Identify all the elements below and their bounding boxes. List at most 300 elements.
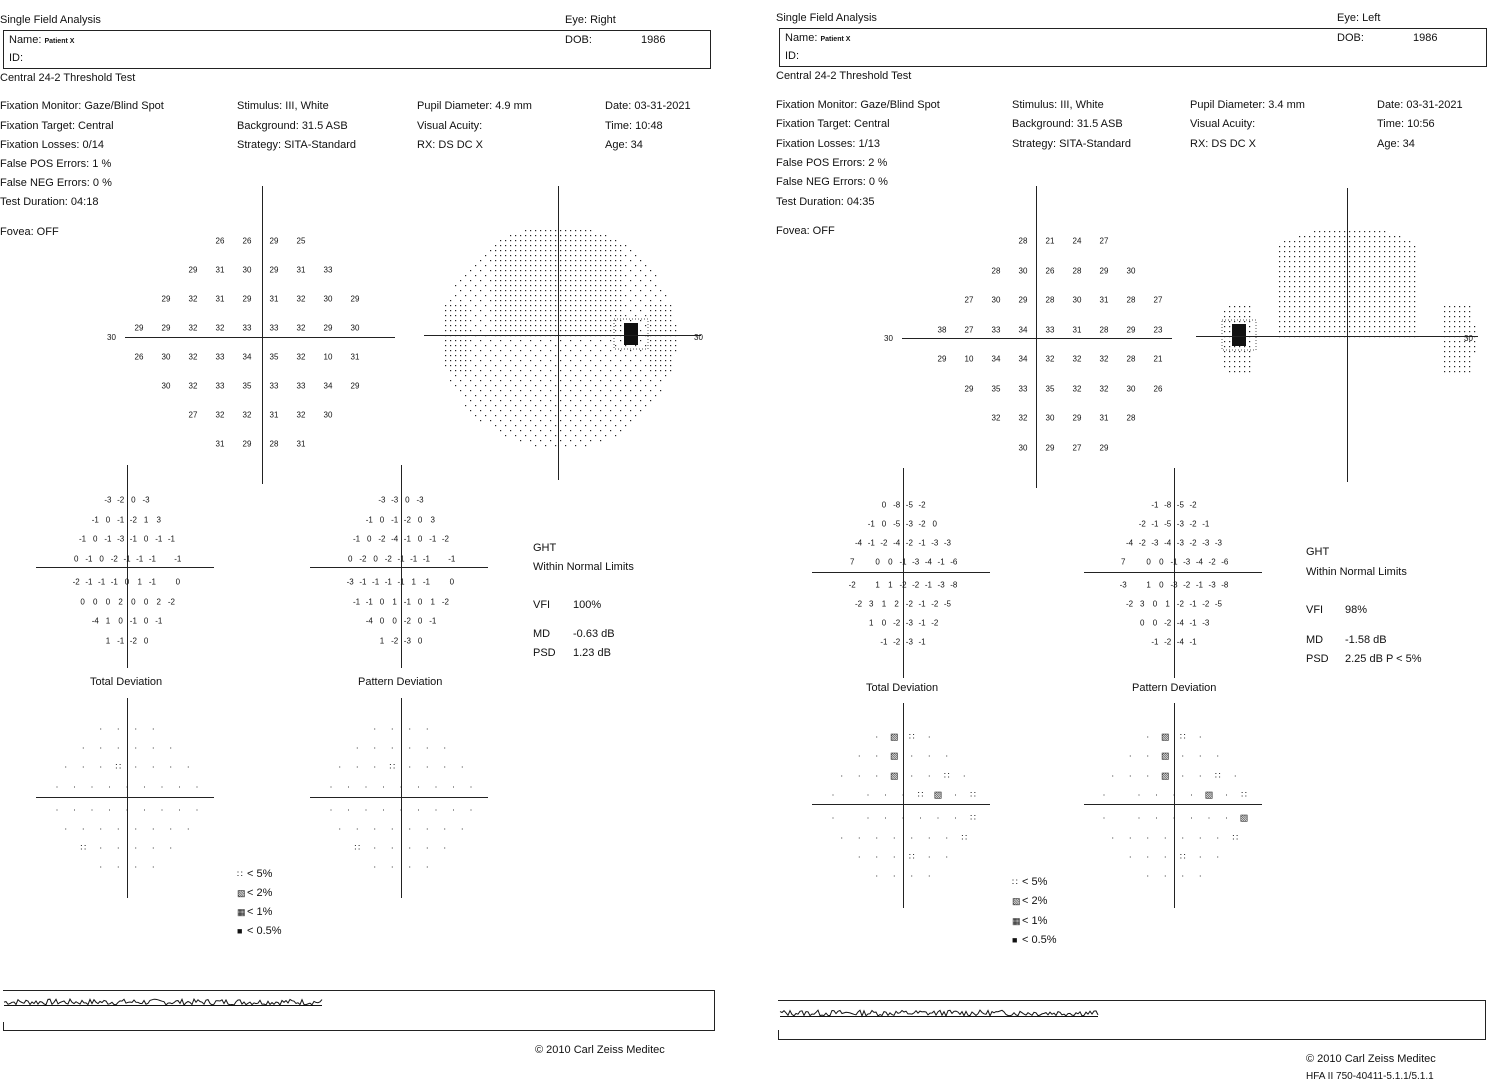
grid-value: -4 (391, 534, 399, 544)
grid-value: 29 (242, 294, 252, 304)
grid-value: 28 (269, 439, 279, 449)
normal-point-symbol: · (1198, 851, 1202, 862)
normal-point-symbol: · (1225, 812, 1228, 823)
grid-value: 31 (296, 265, 306, 275)
grid-value: 33 (215, 352, 225, 362)
normal-point-symbol: · (857, 851, 861, 862)
greyscale-plot (420, 220, 705, 460)
grid-value: -3 (937, 580, 945, 590)
grid-value: -2 (384, 554, 392, 563)
normal-point-symbol: · (116, 742, 120, 753)
normal-point-symbol: · (116, 842, 120, 853)
patient-name: Patient X (44, 38, 75, 45)
grid-value: 35 (1045, 384, 1055, 393)
eye-label: Eye: Left (1337, 12, 1381, 24)
grid-value: 1 (392, 597, 397, 606)
normal-point-symbol: · (364, 781, 368, 792)
normal-point-symbol: · (1155, 812, 1158, 823)
normal-point-symbol: · (1181, 770, 1185, 781)
normal-point-symbol: · (1198, 770, 1202, 781)
total-dev-v-axis (124, 465, 130, 668)
p5-symbol: ∷ (389, 761, 396, 772)
grid-value: -2 (905, 599, 913, 609)
grid-value: 0 (143, 636, 149, 645)
grid-value: 31 (296, 439, 306, 449)
grid-value: -3 (416, 495, 424, 505)
grid-value: -2 (359, 554, 367, 563)
total-dev-v-axis (903, 468, 904, 678)
grid-value: 29 (1045, 443, 1055, 452)
grid-value: 30 (1072, 295, 1082, 305)
grid-value: -1 (403, 597, 411, 606)
grid-value: 1 (1165, 599, 1170, 609)
grid-value: 32 (188, 381, 198, 391)
grid-value: 30 (323, 410, 333, 420)
grid-value: 32 (215, 410, 225, 420)
pattern-dev-v-axis (401, 465, 402, 668)
grid-value: 0 (888, 557, 893, 567)
grid-value: 7 (849, 557, 855, 567)
grid-value: 33 (269, 323, 279, 333)
normal-point-symbol: · (875, 750, 879, 761)
ght-value: Within Normal Limits (1306, 566, 1407, 578)
normal-point-symbol: · (408, 842, 412, 853)
gaze-tracking-trace (4, 995, 326, 1015)
grid-value: -2 (1183, 580, 1191, 590)
grid-value: 0 (80, 597, 85, 606)
grid-value: 30 (991, 295, 1001, 305)
normal-point-symbol: · (373, 742, 377, 753)
param-age: Age: 34 (1377, 138, 1415, 150)
grid-value: 27 (1099, 236, 1109, 246)
grid-value: 3 (1140, 599, 1145, 609)
normal-point-symbol: · (1146, 750, 1150, 761)
grid-value: -8 (1221, 580, 1229, 590)
grid-value: -4 (854, 538, 863, 548)
grid-value: -2 (880, 538, 888, 548)
ght-value: Within Normal Limits (533, 561, 634, 573)
grid-value: 28 (1126, 295, 1136, 305)
normal-point-symbol: · (425, 823, 429, 834)
grid-value: 29 (242, 439, 252, 449)
grid-value: 33 (269, 381, 279, 391)
grid-value: -2 (1189, 500, 1197, 510)
grid-value: -2 (1189, 538, 1197, 548)
grid-value: 0 (417, 597, 423, 606)
grid-value: -8 (1164, 500, 1172, 510)
param-false-neg: False NEG Errors: 0 % (0, 177, 112, 189)
grid-value: 0 (1152, 599, 1158, 609)
normal-point-symbol: · (373, 723, 377, 734)
grid-value: -2 (403, 616, 411, 626)
grid-value: 29 (1099, 443, 1109, 452)
normal-point-symbol: · (151, 861, 155, 872)
greyscale-dots (445, 230, 676, 446)
normal-point-symbol: · (884, 812, 887, 823)
total-prob-v-axis (127, 698, 128, 898)
grid-value: -1 (899, 557, 907, 567)
grid-value: 33 (296, 381, 306, 391)
param-strategy: Strategy: SITA-Standard (237, 139, 357, 151)
grid-value: -1 (924, 580, 932, 590)
grid-value: -1 (867, 519, 875, 529)
grid-value: 31 (215, 265, 225, 275)
md-label: MD (533, 628, 551, 640)
grid-value: -2 (441, 597, 449, 606)
id-label: ID: (9, 52, 24, 64)
p2-symbol: ▧ (1160, 750, 1170, 761)
param-pupil: Pupil Diameter: 4.9 mm (417, 100, 532, 112)
grid-value: 28 (1072, 266, 1082, 275)
grid-value: -1 (1202, 519, 1210, 529)
greyscale-dots (1224, 231, 1475, 372)
grid-value: 1 (430, 597, 435, 606)
normal-point-symbol: · (99, 761, 103, 772)
grid-value: 29 (323, 323, 333, 333)
grid-value: -1 (148, 554, 156, 563)
gaze-track-left (778, 1030, 779, 1040)
grid-value: -1 (918, 599, 926, 609)
grid-value: -1 (403, 534, 411, 544)
grid-value: 0 (1152, 618, 1158, 628)
footer-code: HFA II 750-40411-5.1.1/5.1.1 (1306, 1071, 1434, 1082)
gaze-tracking-trace (780, 1006, 1102, 1026)
grid-value: 21 (1045, 236, 1055, 246)
report-title: Single Field Analysis (0, 14, 101, 26)
grid-value: 1 (105, 616, 111, 626)
param-fixation-target: Fixation Target: Central (0, 120, 114, 132)
normal-point-symbol: · (1198, 750, 1202, 761)
pattern-dev-h-axis (1084, 572, 1262, 573)
grid-value: 3 (430, 515, 435, 524)
grid-value: 0 (932, 519, 937, 529)
dob-label: DOB: (1337, 32, 1364, 44)
grid-value: -3 (378, 495, 386, 505)
normal-point-symbol: · (329, 781, 333, 792)
normal-point-symbol: · (1216, 832, 1220, 842)
normal-point-symbol: · (55, 781, 59, 792)
normal-point-symbol: · (134, 723, 138, 734)
normal-point-symbol: · (90, 781, 94, 792)
threshold-h-axis (902, 338, 1172, 339)
param-fixation-target: Fixation Target: Central (776, 118, 890, 130)
normal-point-symbol: · (452, 804, 455, 815)
grid-value: -2 (918, 500, 926, 510)
grid-value: 32 (1099, 354, 1109, 364)
normal-point-symbol: · (945, 851, 949, 862)
grid-value: -5 (1214, 599, 1222, 609)
grid-value: -1 (129, 616, 137, 626)
normal-point-symbol: · (831, 812, 835, 823)
grid-value: 29 (937, 354, 947, 364)
normal-point-symbol: · (116, 861, 120, 872)
grid-value: -3 (403, 636, 411, 645)
grid-value: -1 (397, 554, 405, 563)
grid-value: -3 (346, 577, 354, 587)
normal-point-symbol: · (857, 750, 861, 761)
grid-value: -3 (1202, 538, 1210, 548)
grid-value: 0 (93, 534, 98, 544)
normal-point-symbol: · (338, 761, 342, 772)
normal-point-symbol: · (1128, 750, 1132, 761)
grid-value: -1 (422, 577, 430, 587)
normal-point-symbol: · (382, 781, 385, 792)
normal-point-symbol: · (866, 789, 870, 800)
total-prob-h-axis (36, 797, 214, 798)
grid-value: -1 (384, 577, 392, 587)
blind-spot-mark (1232, 324, 1246, 346)
grid-value: -3 (912, 557, 920, 567)
grid-value: -3 (1176, 519, 1184, 529)
grid-value: -3 (1151, 538, 1159, 548)
grid-value: -1 (98, 577, 106, 587)
normal-point-symbol: · (64, 761, 68, 772)
normal-point-symbol: · (884, 789, 887, 800)
vfi-value: 100% (573, 599, 602, 611)
grid-value: 21 (1153, 354, 1163, 364)
greyscale-plot (1192, 222, 1482, 462)
normal-point-symbol: · (1102, 812, 1106, 823)
grid-value: -4 (1195, 557, 1203, 567)
grid-value: 0 (131, 597, 136, 606)
p2-symbol: ▧ (1204, 789, 1214, 800)
vfi-label: VFI (1306, 604, 1324, 616)
pattern-prob-h-axis (1084, 804, 1262, 805)
normal-point-symbol: · (875, 832, 879, 842)
normal-point-symbol: · (954, 812, 957, 823)
grid-value: -1 (1170, 557, 1178, 567)
grid-value: 32 (1045, 354, 1055, 364)
p2-symbol: ▧ (933, 789, 943, 800)
normal-point-symbol: · (73, 804, 76, 815)
param-date: Date: 03-31-2021 (605, 100, 691, 112)
normal-point-symbol: · (1111, 770, 1115, 781)
normal-point-symbol: · (469, 781, 473, 792)
grid-value: 29 (188, 265, 198, 275)
grid-value: -2 (899, 580, 907, 590)
normal-point-symbol: · (347, 781, 350, 792)
normal-point-symbol: · (927, 832, 931, 842)
grid-value: -6 (950, 557, 958, 567)
normal-point-symbol: · (910, 832, 914, 842)
grid-value: -2 (1176, 599, 1184, 609)
grid-value: 32 (188, 352, 198, 362)
normal-point-symbol: · (892, 832, 896, 842)
pattern-prob-h-axis (310, 797, 488, 798)
normal-point-symbol: · (425, 842, 429, 853)
grid-value: 3 (869, 599, 874, 609)
grid-value: -3 (1176, 538, 1184, 548)
normal-point-symbol: · (160, 781, 164, 792)
total-dev-label: Total Deviation (90, 676, 163, 688)
normal-point-symbol: · (936, 812, 940, 823)
normal-point-symbol: · (169, 842, 173, 853)
param-background: Background: 31.5 ASB (1012, 118, 1123, 130)
total-prob-v-axis (903, 703, 904, 908)
normal-point-symbol: · (355, 823, 359, 834)
grid-value: -1 (1189, 637, 1197, 647)
grid-value: 7 (1120, 557, 1126, 567)
grid-value: 0 (417, 515, 423, 524)
normal-point-symbol: · (99, 742, 103, 753)
grid-value: -1 (429, 534, 437, 544)
normal-point-symbol: · (1181, 870, 1185, 881)
normal-point-symbol: · (910, 750, 914, 761)
grid-value: 26 (1045, 266, 1055, 275)
normal-point-symbol: · (434, 804, 438, 815)
normal-point-symbol: · (408, 742, 412, 753)
grid-value: 0 (1159, 557, 1164, 567)
grid-value: -1 (918, 538, 926, 548)
grid-value: -2 (1208, 557, 1216, 567)
normal-point-symbol: · (831, 789, 835, 800)
normal-point-symbol: · (134, 861, 138, 872)
normal-point-symbol: · (1163, 832, 1167, 842)
normal-point-symbol: · (373, 842, 377, 853)
legend-2pct-symbol: ▧ (1012, 896, 1021, 906)
grid-value: 28 (991, 266, 1001, 275)
legend-1pct-symbol: ▦ (1012, 916, 1021, 926)
normal-point-symbol: · (1111, 832, 1115, 842)
legend-1pct: ▦< 1% (237, 906, 273, 918)
grid-value: -2 (167, 597, 175, 606)
grid-value: 0 (449, 577, 455, 587)
normal-point-symbol: · (186, 823, 190, 834)
grid-value: 31 (269, 410, 279, 420)
normal-point-symbol: · (1163, 851, 1167, 862)
normal-point-symbol: · (347, 804, 350, 815)
grid-value: -2 (403, 515, 411, 524)
normal-point-symbol: · (195, 781, 199, 792)
param-test-duration: Test Duration: 04:35 (776, 196, 875, 208)
normal-point-symbol: · (408, 723, 412, 734)
grid-value: 34 (1018, 325, 1028, 334)
dob-value: 1986 (641, 34, 666, 46)
grid-value: -5 (893, 519, 901, 529)
patient-name: Patient X (820, 36, 851, 43)
grid-value: -1 (867, 538, 875, 548)
p5-symbol: ∷ (354, 842, 361, 853)
legend-05pct: ■ < 0.5% (237, 925, 282, 937)
gaze-trace-line (4, 999, 322, 1005)
grid-value: 28 (1126, 354, 1136, 364)
normal-point-symbol: · (364, 804, 368, 815)
grid-value: -4 (1176, 637, 1184, 647)
normal-point-symbol: · (443, 842, 447, 853)
param-stimulus: Stimulus: III, White (1012, 99, 1104, 111)
grid-value: -4 (365, 616, 373, 626)
normal-point-symbol: · (390, 842, 394, 853)
normal-point-symbol: · (143, 781, 146, 792)
normal-point-symbol: · (382, 804, 385, 815)
grid-value: -1 (359, 577, 367, 587)
grid-value: 1 (379, 636, 385, 645)
grid-value: 27 (188, 410, 198, 420)
grid-value: 1 (143, 515, 149, 524)
gaze-trace-line (780, 1010, 1098, 1016)
grid-value: 28 (1045, 295, 1055, 305)
grid-value: 24 (1072, 236, 1082, 246)
gaze-track-right (1485, 1000, 1486, 1040)
normal-point-symbol: · (443, 761, 447, 772)
normal-point-symbol: · (1128, 832, 1132, 842)
param-fixation-losses: Fixation Losses: 0/14 (0, 139, 104, 151)
p5-symbol: ∷ (1232, 832, 1239, 842)
md-value: -0.63 dB (573, 628, 615, 640)
legend-2pct: ▧< 2% (237, 887, 273, 899)
grid-value: -3 (142, 495, 150, 505)
grid-value: -1 (391, 515, 399, 524)
normal-point-symbol: · (151, 761, 155, 772)
grid-value: -3 (905, 519, 913, 529)
normal-point-symbol: · (408, 823, 412, 834)
legend-05pct-symbol: ■ (237, 926, 243, 936)
grid-value: -1 (372, 577, 380, 587)
normal-point-symbol: · (1128, 770, 1132, 781)
grid-value: 26 (134, 352, 144, 362)
grid-value: -5 (905, 500, 913, 510)
grid-value: -4 (1164, 538, 1172, 548)
normal-point-symbol: · (390, 861, 394, 872)
normal-point-symbol: · (945, 750, 949, 761)
p2-symbol: ▧ (889, 731, 899, 742)
normal-point-symbol: · (927, 750, 931, 761)
fovea-status: Fovea: OFF (776, 225, 835, 237)
threshold-v-axis (1036, 186, 1037, 488)
grid-value: -2 (931, 618, 939, 628)
grid-value: 34 (1018, 354, 1028, 364)
grid-value: -4 (893, 538, 901, 548)
normal-point-symbol: · (1172, 789, 1176, 800)
grid-value: 31 (215, 294, 225, 304)
normal-point-symbol: · (99, 861, 103, 872)
grid-value: -3 (117, 534, 125, 544)
normal-point-symbol: · (875, 870, 879, 881)
grid-value: 29 (134, 323, 144, 333)
grid-value: 29 (964, 384, 974, 393)
normal-point-symbol: · (1198, 832, 1202, 842)
grid-value: 29 (161, 323, 171, 333)
normal-point-symbol: · (425, 723, 429, 734)
grid-value: -2 (893, 618, 901, 628)
grid-value: 30 (161, 352, 171, 362)
normal-point-symbol: · (125, 804, 129, 815)
grid-value: -1 (429, 616, 437, 626)
normal-point-symbol: · (954, 789, 957, 800)
grid-value: 32 (1099, 384, 1109, 393)
normal-point-symbol: · (452, 781, 455, 792)
grid-value: 32 (296, 323, 306, 333)
grid-value: -1 (110, 577, 118, 587)
grid-value: 0 (417, 616, 423, 626)
pattern-dev-label: Pattern Deviation (1132, 682, 1217, 694)
normal-point-symbol: · (1128, 851, 1132, 862)
p5-symbol: ∷ (970, 812, 976, 823)
grid-value: 27 (1153, 295, 1163, 305)
normal-point-symbol: · (99, 823, 103, 834)
grid-value: -3 (943, 538, 951, 548)
pattern-dev-h-axis (310, 567, 488, 568)
legend-5pct-symbol: ∷ (1012, 877, 1018, 887)
grid-value: 29 (1018, 295, 1028, 305)
normal-point-symbol: · (1146, 851, 1150, 862)
param-false-neg: False NEG Errors: 0 % (776, 176, 888, 188)
greyscale-axis-label: 30 (1464, 334, 1473, 343)
normal-point-symbol: · (390, 742, 394, 753)
grid-value: 29 (269, 236, 279, 246)
p2-symbol: ▧ (1160, 770, 1170, 781)
normal-point-symbol: · (169, 742, 173, 753)
